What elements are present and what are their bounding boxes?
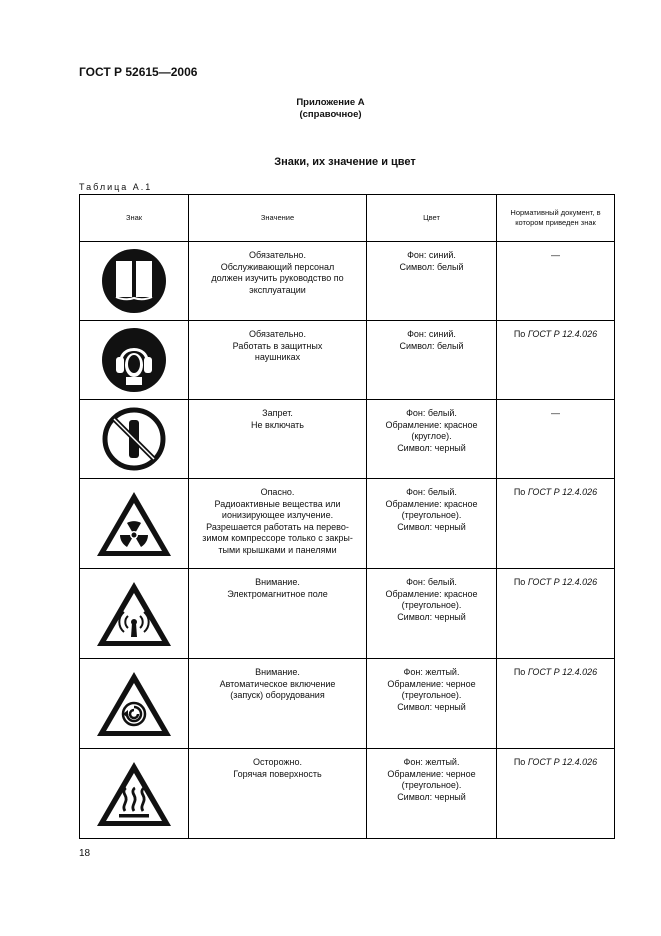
column-header-color: Цвет [367,195,497,242]
meaning-line: Запрет. [262,408,293,418]
meaning-cell [189,400,367,479]
color-line: Фон: белый. [406,577,457,587]
color-line: Символ: белый [399,261,464,272]
section-title: Знаки, их значение и цвет [274,156,416,168]
table-caption: Таблица А.1 [79,182,153,192]
meaning-line: тыми крышками и панелями [218,544,337,555]
table-row [80,242,615,321]
sign-cell [80,569,189,659]
meaning-line: ионизирующее излучение. [221,510,334,520]
color-line: (треугольное). [401,780,462,790]
reference-prefix: По [513,487,528,497]
meaning-line: Обязательно. [249,250,306,260]
color-cell [367,321,497,400]
color-cell [367,479,497,569]
meaning-line: эксплуатации [249,284,306,295]
meaning-cell [189,321,367,400]
radiation-warning-icon [95,489,173,559]
meaning-line: Не включать [251,419,304,430]
sign-cell [80,749,189,839]
color-line: Фон: белый. [406,408,457,418]
electromagnetic-field-icon [95,579,173,649]
color-line: (треугольное). [401,600,462,610]
color-line: Символ: черный [397,442,466,453]
signs-table [79,194,615,839]
meaning-line: (запуск) оборудования [230,690,325,700]
color-line: Обрамление: красное [385,498,478,509]
color-line: Обрамление: черное [387,678,476,689]
color-line: Символ: черный [397,521,466,532]
color-line: Фон: синий. [407,329,456,339]
table-header-row [80,195,615,242]
sign-cell [80,400,189,479]
color-line: Фон: желтый. [403,667,460,677]
table-row [80,749,615,839]
meaning-cell [189,242,367,321]
sign-cell [80,321,189,400]
reference-doc: ГОСТ Р 12.4.026 [527,667,598,677]
meaning-cell [189,749,367,839]
color-line: Символ: черный [397,701,466,712]
reference-cell [497,242,615,321]
meaning-line: Внимание. [255,577,300,587]
color-line: Фон: желтый. [403,757,460,767]
reference-cell [497,321,615,400]
reference-prefix: — [551,408,560,418]
color-line: (треугольное). [401,690,462,700]
column-header-reference: Нормативный документ, в котором приведен знак [497,195,615,242]
meaning-line: Обслуживающий персонал [220,261,335,272]
read-manual-icon [101,248,167,314]
reference-cell [497,400,615,479]
color-line: Символ: черный [397,611,466,622]
color-cell [367,659,497,749]
meaning-line: Электромагнитное поле [227,588,328,599]
color-line: Фон: белый. [406,487,457,497]
document-id: ГОСТ Р 52615—2006 [79,65,198,79]
color-line: Обрамление: красное [385,588,478,599]
color-line: (треугольное). [401,510,462,520]
meaning-line: наушниках [254,352,301,362]
meaning-cell [189,569,367,659]
reference-doc: ГОСТ Р 12.4.026 [527,487,598,497]
color-line: Обрамление: черное [387,768,476,779]
reference-doc: ГОСТ Р 12.4.026 [527,757,598,767]
table-row [80,659,615,749]
reference-cell [497,659,615,749]
table-row [80,400,615,479]
reference-prefix: По [513,757,528,767]
appendix-title: Приложение А [296,97,365,108]
column-header-sign: Знак [80,195,189,242]
sign-cell [80,242,189,321]
color-line: Символ: белый [399,340,464,351]
color-line: Символ: черный [397,791,466,802]
meaning-cell [189,479,367,569]
appendix-subtitle: (справочное) [299,109,362,120]
meaning-line: Опасно. [260,487,295,497]
meaning-line: должен изучить руководство по [211,273,344,283]
color-cell [367,569,497,659]
meaning-cell [189,659,367,749]
table-row [80,321,615,400]
color-cell [367,749,497,839]
reference-prefix: По [513,329,528,339]
reference-cell [497,569,615,659]
meaning-line: Горячая поверхность [233,768,322,779]
color-cell [367,242,497,321]
sign-cell [80,659,189,749]
table-row [80,479,615,569]
sign-cell [80,479,189,569]
reference-prefix: По [513,667,528,677]
meaning-line: Разрешается работать на перево- [206,521,349,532]
reference-doc: ГОСТ Р 12.4.026 [527,577,598,587]
meaning-line: Автоматическое включение [219,678,336,689]
meaning-line: Внимание. [255,667,300,677]
table-row [80,569,615,659]
meaning-line: зимом компрессоре только с закры- [202,533,353,543]
column-header-meaning: Значение [189,195,367,242]
meaning-line: Обязательно. [249,329,306,339]
reference-prefix: По [513,577,528,587]
meaning-line: Работать в защитных [232,340,323,351]
color-line: Фон: синий. [407,250,456,260]
page-number: 18 [79,848,91,859]
do-not-switch-on-icon [101,406,167,472]
color-cell [367,400,497,479]
ear-protection-icon [101,327,167,393]
reference-doc: ГОСТ Р 12.4.026 [527,329,598,339]
color-line: Обрамление: красное [385,419,478,430]
color-line: (круглое). [411,431,452,441]
meaning-line: Осторожно. [253,757,302,767]
meaning-line: Радиоактивные вещества или [214,498,341,509]
reference-cell [497,749,615,839]
hot-surface-icon [95,759,173,829]
reference-cell [497,479,615,569]
automatic-start-icon [95,669,173,739]
reference-prefix: — [551,250,560,260]
